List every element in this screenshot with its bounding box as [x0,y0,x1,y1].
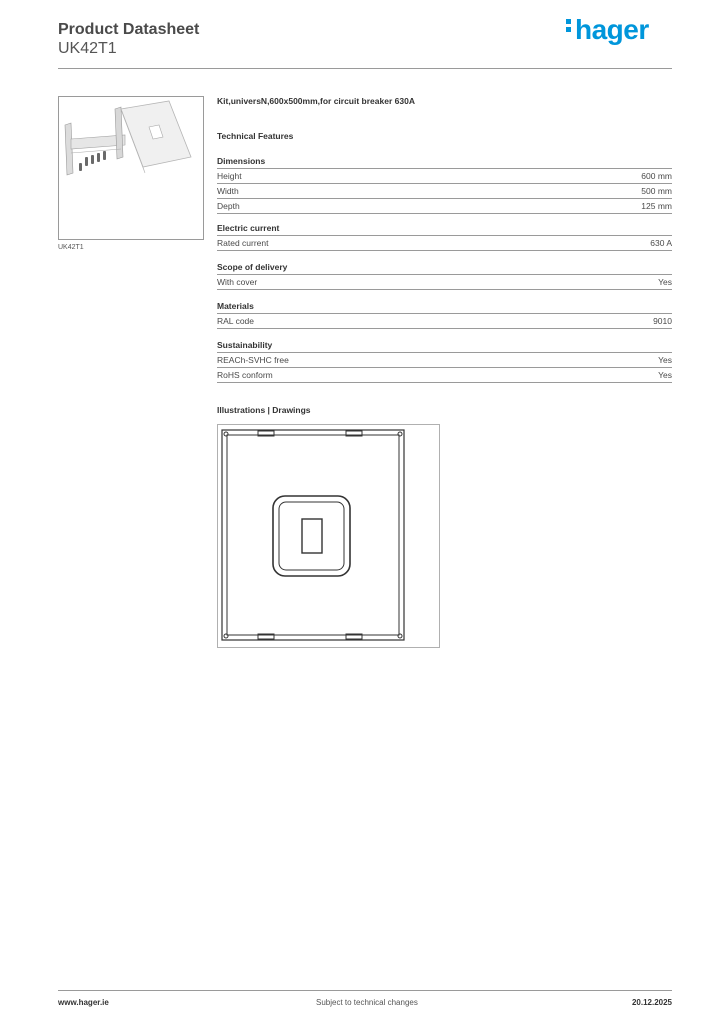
header-divider [58,68,672,69]
row-value: 9010 [653,316,672,326]
table-row [217,368,672,383]
table-row [217,236,672,251]
row-value: Yes [658,370,672,380]
row-value: 630 A [650,238,672,248]
sustainability-section [217,339,672,383]
hager-logo [566,14,649,46]
dimensions-section [217,155,672,214]
row-value: 600 mm [641,171,672,181]
row-value: 125 mm [641,201,672,211]
footer-website: www.hager.ie [58,998,109,1007]
row-label: RAL code [217,316,255,326]
row-label: RoHS conform [217,370,273,380]
table-row [217,353,672,368]
section-title: Dimensions [217,155,672,169]
technical-features-heading: Technical Features [217,131,294,141]
materials-section [217,300,672,329]
table-row [217,199,672,214]
section-title: Electric current [217,222,672,236]
technical-drawing-frame [217,424,440,648]
table-row [217,184,672,199]
technical-drawing [218,425,439,647]
row-value: Yes [658,355,672,365]
table-row [217,169,672,184]
table-row [217,314,672,329]
product-image [59,97,203,239]
row-label: Rated current [217,238,269,248]
section-title: Materials [217,300,672,314]
product-image-caption: UK42T1 [58,244,84,251]
section-title: Sustainability [217,339,672,353]
product-image-frame [58,96,204,240]
product-reference: UK42T1 [58,40,117,57]
logo-text: hager [575,14,649,45]
product-name: Kit,universN,600x500mm,for circuit breaker 630A [217,96,415,106]
footer-divider [58,990,672,991]
scope-of-delivery-section [217,261,672,290]
document-title: Product Datasheet [58,21,200,38]
row-value: Yes [658,277,672,287]
row-label: Height [217,171,242,181]
row-label: REACh-SVHC free [217,355,289,365]
footer-notice: Subject to technical changes [316,998,418,1007]
footer-date: 20.12.2025 [631,998,672,1007]
illustrations-heading: Illustrations | Drawings [217,405,311,415]
logo-dots-icon [566,16,572,35]
row-label: Width [217,186,239,196]
row-value: 500 mm [641,186,672,196]
table-row [217,275,672,290]
section-title: Scope of delivery [217,261,672,275]
electric-current-section [217,222,672,251]
row-label: With cover [217,277,258,287]
row-label: Depth [217,201,240,211]
